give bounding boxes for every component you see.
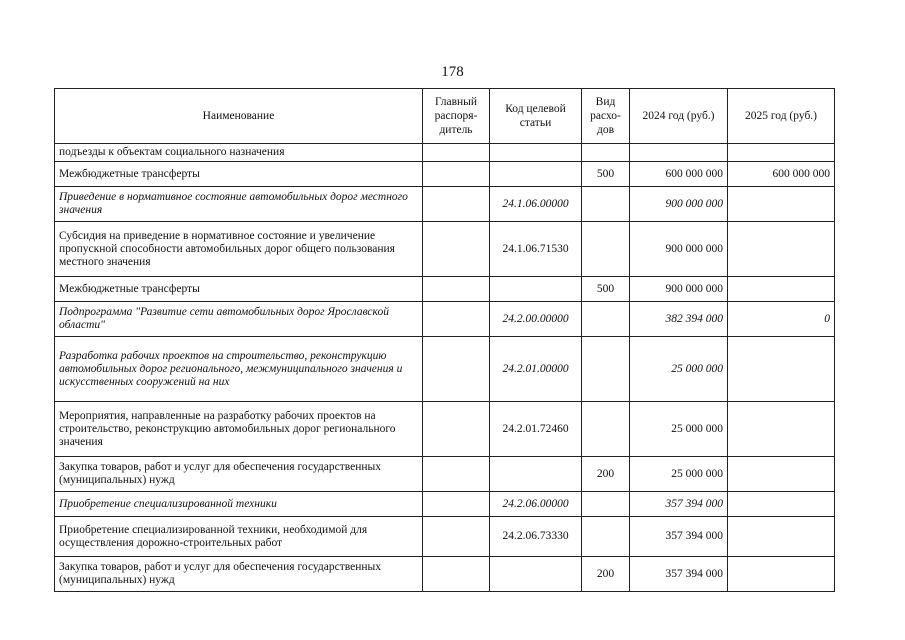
cell-code: 24.2.00.00000 (490, 302, 582, 337)
cell-name: Приобретение специализированной техники (55, 492, 423, 517)
cell-2024: 25 000 000 (630, 457, 728, 492)
cell-name: Мероприятия, направленные на разработку рабочих проектов на строительство, реконструкцию автомобильных дорог регионального значения (55, 402, 423, 457)
cell-2024: 357 394 000 (630, 492, 728, 517)
cell-2025: 600 000 000 (728, 162, 835, 187)
cell-kind (582, 144, 630, 162)
cell-2024: 25 000 000 (630, 337, 728, 402)
cell-code (490, 457, 582, 492)
col-header-code: Код целевой статьи (490, 89, 582, 144)
cell-manager (423, 457, 490, 492)
table-row (55, 162, 835, 187)
cell-2025 (728, 337, 835, 402)
cell-name: Приведение в нормативное состояние автомобильных дорог местного значения (55, 187, 423, 222)
table-row (55, 517, 835, 557)
cell-2024: 900 000 000 (630, 187, 728, 222)
table-row (55, 277, 835, 302)
cell-name: Разработка рабочих проектов на строительство, реконструкцию автомобильных дорог регионального, межмуниципального значения и искусственных сооружений на них (55, 337, 423, 402)
table-row (55, 302, 835, 337)
table-row (55, 557, 835, 592)
table-row (55, 337, 835, 402)
cell-manager (423, 277, 490, 302)
cell-code: 24.1.06.00000 (490, 187, 582, 222)
cell-2024: 900 000 000 (630, 222, 728, 277)
cell-2024: 25 000 000 (630, 402, 728, 457)
cell-kind (582, 302, 630, 337)
cell-code: 24.1.06.71530 (490, 222, 582, 277)
cell-2024: 900 000 000 (630, 277, 728, 302)
cell-name: Закупка товаров, работ и услуг для обеспечения государственных (муниципальных) нужд (55, 457, 423, 492)
cell-name: Межбюджетные трансферты (55, 277, 423, 302)
cell-name: подъезды к объектам социального назначения (55, 144, 423, 162)
cell-2025 (728, 492, 835, 517)
cell-code (490, 557, 582, 592)
cell-code: 24.2.01.00000 (490, 337, 582, 402)
cell-kind (582, 187, 630, 222)
cell-2025: 0 (728, 302, 835, 337)
table-row (55, 457, 835, 492)
col-header-manager: Главный распоря-дитель (423, 89, 490, 144)
cell-2024 (630, 144, 728, 162)
cell-code: 24.2.06.00000 (490, 492, 582, 517)
cell-2025 (728, 457, 835, 492)
cell-2024: 357 394 000 (630, 557, 728, 592)
cell-2024: 382 394 000 (630, 302, 728, 337)
col-header-2024: 2024 год (руб.) (630, 89, 728, 144)
cell-manager (423, 517, 490, 557)
cell-manager (423, 187, 490, 222)
cell-name: Закупка товаров, работ и услуг для обеспечения государственных (муниципальных) нужд (55, 557, 423, 592)
cell-kind (582, 492, 630, 517)
cell-name: Приобретение специализированной техники, необходимой для осуществления дорожно-строительных работ (55, 517, 423, 557)
cell-code (490, 144, 582, 162)
cell-name: Подпрограмма "Развитие сети автомобильных дорог Ярославской области" (55, 302, 423, 337)
cell-2025 (728, 517, 835, 557)
table-body (55, 144, 835, 592)
table-header-row (55, 89, 835, 144)
cell-manager (423, 402, 490, 457)
cell-manager (423, 144, 490, 162)
cell-manager (423, 302, 490, 337)
cell-kind: 500 (582, 162, 630, 187)
cell-code: 24.2.01.72460 (490, 402, 582, 457)
cell-2025 (728, 277, 835, 302)
table-row (55, 187, 835, 222)
cell-code: 24.2.06.73330 (490, 517, 582, 557)
cell-manager (423, 222, 490, 277)
col-header-name: Наименование (55, 89, 423, 144)
cell-manager (423, 492, 490, 517)
table-row (55, 144, 835, 162)
cell-kind: 200 (582, 457, 630, 492)
budget-table (54, 88, 835, 592)
table-row (55, 402, 835, 457)
cell-2025 (728, 557, 835, 592)
cell-2025 (728, 144, 835, 162)
cell-code (490, 162, 582, 187)
cell-kind (582, 402, 630, 457)
cell-code (490, 277, 582, 302)
page-number: 178 (441, 64, 464, 80)
cell-name: Субсидия на приведение в нормативное состояние и увеличение пропускной способности автомобильных дорог общего пользования местного значения (55, 222, 423, 277)
cell-2025 (728, 402, 835, 457)
cell-kind (582, 222, 630, 277)
cell-2024: 600 000 000 (630, 162, 728, 187)
cell-kind (582, 517, 630, 557)
cell-kind: 200 (582, 557, 630, 592)
cell-kind: 500 (582, 277, 630, 302)
col-header-2025: 2025 год (руб.) (728, 89, 835, 144)
cell-manager (423, 337, 490, 402)
cell-name: Межбюджетные трансферты (55, 162, 423, 187)
table-row (55, 222, 835, 277)
cell-kind (582, 337, 630, 402)
table-row (55, 492, 835, 517)
cell-manager (423, 557, 490, 592)
cell-2025 (728, 222, 835, 277)
cell-2024: 357 394 000 (630, 517, 728, 557)
cell-2025 (728, 187, 835, 222)
cell-manager (423, 162, 490, 187)
col-header-kind: Вид расхо-дов (582, 89, 630, 144)
